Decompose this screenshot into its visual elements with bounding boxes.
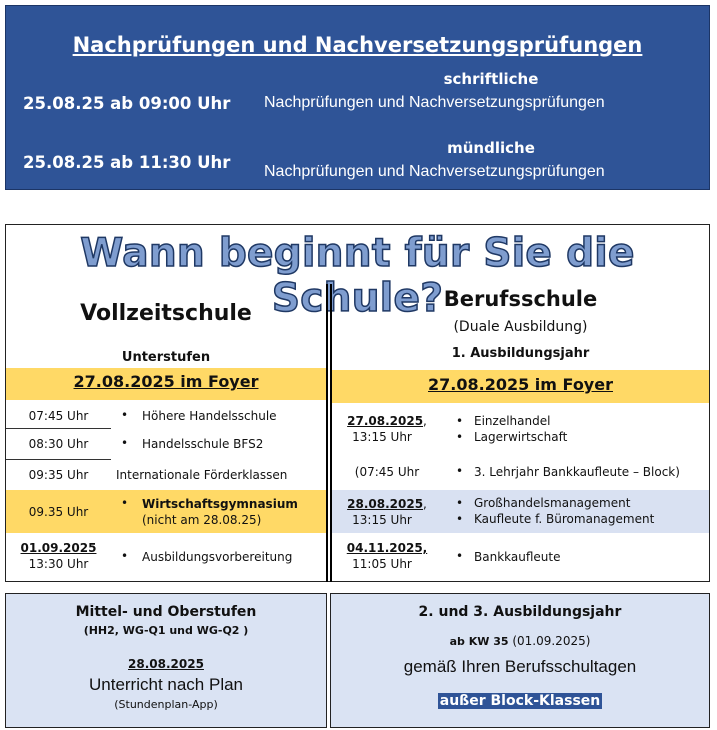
bullet: • xyxy=(456,464,464,478)
berufsschule-title: Berufsschule xyxy=(443,287,598,311)
row-time: (07:45 Uhr xyxy=(354,465,420,479)
bullet: • xyxy=(121,496,129,510)
list-item xyxy=(6,402,326,428)
row-date: 04.11.2025, xyxy=(346,541,428,555)
row-label: Großhandelsmanagement xyxy=(474,496,631,510)
row-time: 13:15 Uhr xyxy=(352,513,412,527)
row-date: 27.08.2025 xyxy=(347,414,424,428)
ausbildungsjahr-label: 1. Ausbildungsjahr xyxy=(451,346,590,361)
exam-kind: schriftliche xyxy=(443,70,539,88)
row-time: 08:30 Uhr xyxy=(28,437,89,451)
training-years-box xyxy=(330,593,710,728)
row-label: Lagerwirtschaft xyxy=(474,430,568,444)
bullet: • xyxy=(456,549,464,563)
row-label: Kaufleute f. Büromanagement xyxy=(474,512,655,526)
bullet: • xyxy=(121,436,129,450)
row-label: 3. Lehrjahr Bankkaufleute – Block) xyxy=(474,465,680,479)
row-label: Bankkaufleute xyxy=(474,550,561,564)
berufsschule-subtitle: (Duale Ausbildung) xyxy=(453,319,588,335)
bullet: • xyxy=(121,549,129,563)
list-item xyxy=(332,457,709,487)
bullet: • xyxy=(456,414,464,428)
list-item xyxy=(6,537,326,577)
upper-levels-note: (Stundenplan-App) xyxy=(114,698,218,711)
row-label: Ausbildungsvorbereitung xyxy=(142,550,293,564)
row-note: (nicht am 28.08.25) xyxy=(142,513,262,527)
row-time: 09:35 Uhr xyxy=(28,468,89,482)
schedule-box xyxy=(5,224,710,582)
row-date-suffix: , xyxy=(423,497,427,511)
kw-label: ab KW 35 xyxy=(449,635,509,648)
block-classes-highlight: außer Block-Klassen xyxy=(439,693,601,709)
upper-levels-line: Unterricht nach Plan xyxy=(88,675,244,694)
row-time: 07:45 Uhr xyxy=(28,409,89,423)
bullet: • xyxy=(456,512,464,526)
row-label: Internationale Förderklassen xyxy=(116,468,288,482)
exam-description: Nachprüfungen und Nachversetzungsprüfungen xyxy=(264,163,605,180)
list-item-highlight xyxy=(332,490,709,533)
row-label: Wirtschaftsgymnasium xyxy=(142,497,298,511)
exam-banner xyxy=(5,5,710,190)
row-time: 09.35 Uhr xyxy=(28,505,89,519)
exam-time: 25.08.25 ab 09:00 Uhr xyxy=(23,94,231,113)
unterstufen-label: Unterstufen xyxy=(121,350,211,365)
bullet: • xyxy=(456,430,464,444)
bullet: • xyxy=(121,408,129,422)
exam-description: Nachprüfungen und Nachversetzungsprüfungen xyxy=(264,94,605,111)
training-years-title: 2. und 3. Ausbildungsjahr xyxy=(418,604,622,620)
upper-levels-title: Mittel- und Oberstufen xyxy=(75,604,257,620)
row-label: Höhere Handelsschule xyxy=(142,409,277,423)
row-date: 01.09.2025 xyxy=(20,541,97,555)
right-start-date: 27.08.2025 im Foyer xyxy=(332,370,709,403)
row-date: 28.08.2025 xyxy=(347,497,424,511)
vollzeitschule-title: Vollzeitschule xyxy=(80,301,252,326)
row-label: Einzelhandel xyxy=(474,414,551,428)
list-item-highlight xyxy=(6,490,326,533)
row-time: 11:05 Uhr xyxy=(352,557,412,571)
exam-row-oral xyxy=(6,139,709,185)
exam-time: 25.08.25 ab 11:30 Uhr xyxy=(23,153,231,172)
bullet: • xyxy=(456,496,464,510)
row-time: 13:30 Uhr xyxy=(28,557,89,571)
list-item xyxy=(6,429,326,459)
row-date-suffix: , xyxy=(423,414,427,428)
row-date-group xyxy=(332,414,442,428)
block-classes-wrap xyxy=(331,693,709,709)
row-label: Handelsschule BFS2 xyxy=(142,437,264,451)
left-start-date: 27.08.2025 im Foyer xyxy=(6,368,326,400)
list-item xyxy=(6,460,326,488)
training-years-start xyxy=(331,634,709,648)
list-item xyxy=(332,406,709,452)
upper-levels-subtitle: (HH2, WG-Q1 und WG-Q2 ) xyxy=(83,624,249,637)
training-years-line: gemäß Ihren Berufsschultagen xyxy=(403,657,637,676)
list-item xyxy=(332,537,709,577)
row-date-group xyxy=(332,497,442,511)
banner-title: Nachprüfungen und Nachversetzungsprüfungen xyxy=(72,33,643,57)
exam-row-written xyxy=(6,70,709,116)
row-time: 13:15 Uhr xyxy=(352,430,412,444)
exam-kind: mündliche xyxy=(447,139,535,157)
upper-levels-box xyxy=(5,593,327,728)
headline: Wann beginnt für Sie die Schule? xyxy=(80,231,635,321)
upper-levels-date: 28.08.2025 xyxy=(128,657,204,671)
kw-date: (01.09.2025) xyxy=(512,634,591,648)
